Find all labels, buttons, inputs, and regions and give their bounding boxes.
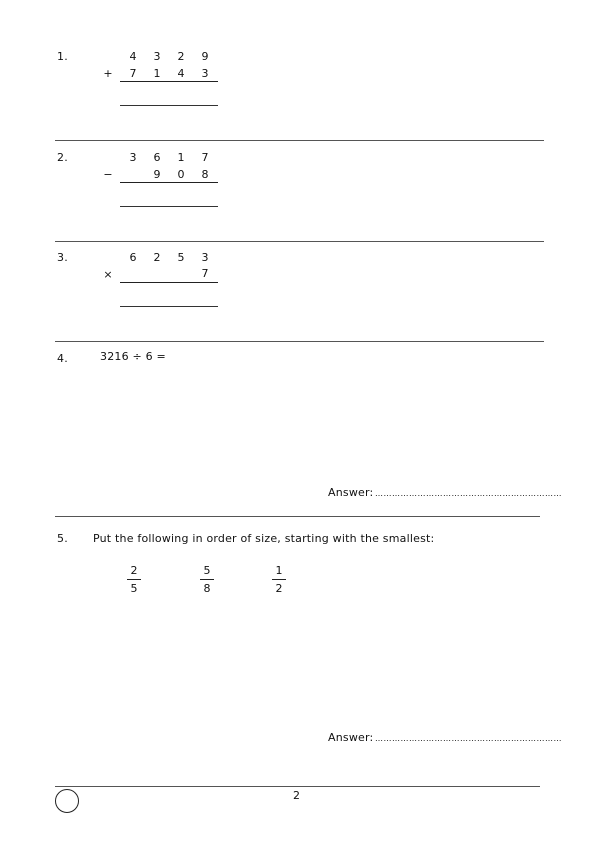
bottom-digit: 9 (153, 168, 161, 181)
operator: − (103, 168, 113, 181)
bottom-digit: 1 (153, 67, 161, 80)
product-line (120, 282, 218, 283)
section-divider (55, 341, 544, 342)
top-digit: 3 (201, 251, 209, 264)
question-number: 1. (57, 50, 68, 63)
top-digit: 3 (153, 50, 161, 63)
top-digit: 2 (177, 50, 185, 63)
top-digit: 6 (153, 151, 161, 164)
top-digit: 3 (129, 151, 137, 164)
question-prompt: Put the following in order of size, starting with the smallest: (93, 532, 435, 545)
difference-line (120, 182, 218, 183)
bottom-digit: 4 (177, 67, 185, 80)
fraction-bar (272, 579, 286, 580)
answer-dots[interactable]: ………………………………………………………… (375, 489, 562, 498)
denominator: 2 (275, 582, 283, 595)
answer-line[interactable] (120, 306, 218, 307)
numerator: 2 (130, 564, 138, 577)
fraction-bar (200, 579, 214, 580)
answer-dots[interactable]: ………………………………………………………… (375, 734, 562, 743)
question-number: 2. (57, 151, 68, 164)
top-digit: 9 (201, 50, 209, 63)
bottom-digit: 8 (201, 168, 209, 181)
top-digit: 4 (129, 50, 137, 63)
answer-line[interactable] (120, 206, 218, 207)
numerator: 5 (203, 564, 211, 577)
question-number: 5. (57, 532, 68, 545)
bottom-digit: 3 (201, 67, 209, 80)
bottom-digit: 7 (129, 67, 137, 80)
denominator: 5 (130, 582, 138, 595)
section-divider (55, 140, 544, 141)
page-number: 2 (293, 789, 301, 802)
top-digit: 2 (153, 251, 161, 264)
operator: + (103, 67, 113, 80)
section-divider (55, 516, 540, 517)
denominator: 8 (203, 582, 211, 595)
top-digit: 5 (177, 251, 185, 264)
division-expression: 3216 ÷ 6 = (100, 350, 166, 363)
bottom-digit: 7 (201, 267, 209, 280)
fraction-bar (127, 579, 141, 580)
question-number: 3. (57, 251, 68, 264)
fraction (127, 564, 141, 595)
top-digit: 6 (129, 251, 137, 264)
section-divider (55, 241, 544, 242)
fraction (200, 564, 214, 595)
top-digit: 1 (177, 151, 185, 164)
fraction (272, 564, 286, 595)
answer-label: Answer: (328, 486, 374, 499)
bottom-digit: 0 (177, 168, 185, 181)
top-digit: 7 (201, 151, 209, 164)
footer-divider (55, 786, 540, 787)
operator: × (103, 268, 113, 281)
numerator: 1 (275, 564, 283, 577)
answer-label: Answer: (328, 731, 374, 744)
answer-line[interactable] (120, 105, 218, 106)
question-number: 4. (57, 352, 68, 365)
sum-line (120, 81, 218, 82)
mark-circle (55, 789, 79, 813)
